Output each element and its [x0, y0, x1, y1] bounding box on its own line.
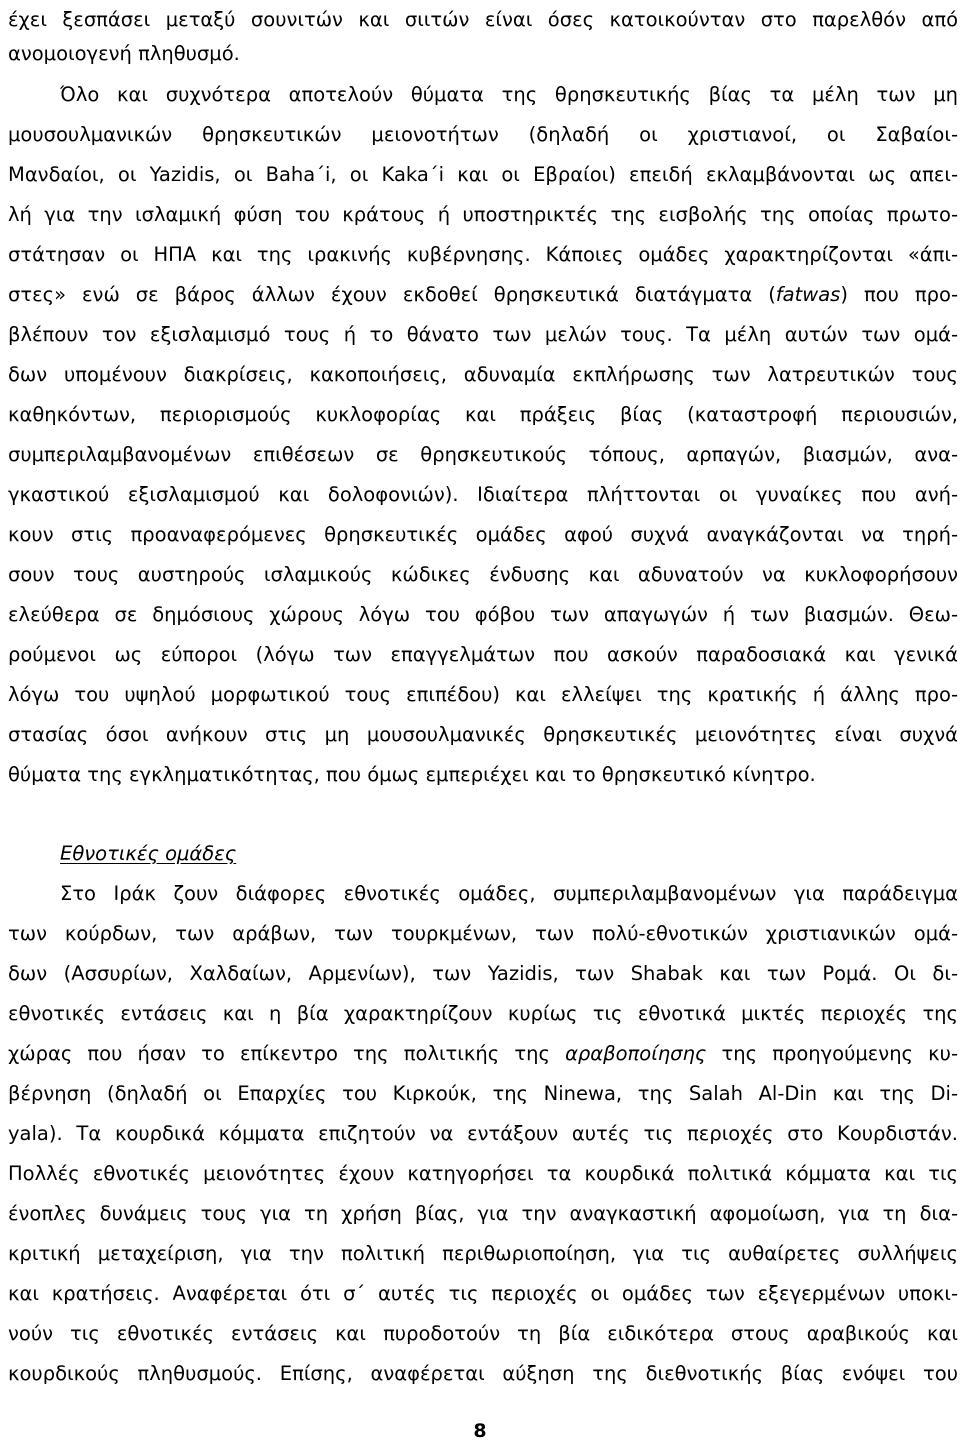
italic-term: αραβοποίησης: [565, 1042, 707, 1065]
text-line: κριτική μεταχείριση, για την πολιτική περιθωριοποίηση, για τις αυθαίρετες συλλήψεις: [8, 1242, 958, 1265]
text-line: έχει ξεσπάσει μεταξύ σουνιτών και σιιτών είναι όσες κατοικούνταν στο παρελθόν από: [8, 8, 958, 31]
text-line: Μανδαίοι, οι Yazidis, οι Baha΄i, οι Kaka΄i και οι Εβραίοι) επειδή εκλαμβάνονται ως απει-: [8, 163, 958, 186]
text-line: δων υπομένουν διακρίσεις, κακοποιήσεις, αδυναμία εκπλήρωσης των λατρευτικών τους: [8, 363, 958, 386]
text-line: yala). Τα κουρδικά κόμματα επιζητούν να εντάξουν αυτές τις περιοχές στο Κουρδιστάν.: [8, 1122, 958, 1145]
text-line: λή για την ισλαμική φύση του κράτους ή υποστηρικτές της εισβολής της οποίας πρωτο-: [8, 203, 958, 226]
text-line: κουρδικούς πληθυσμούς. Επίσης, αναφέρεται αύξηση της διεθνοτικής βίας ενόψει του: [8, 1362, 958, 1385]
text-line: [8, 275, 958, 315]
text-line: βλέπουν τον εξισλαμισμό τους ή το θάνατο των μελών τους. Τα μέλη αυτών των ομά-: [8, 323, 958, 346]
text-line: νούν τις εθνοτικές εντάσεις και πυροδοτούν τη βία ειδικότερα στους αραβικούς και: [8, 1322, 958, 1345]
text-line: ρούμενοι ως εύποροι (λόγω των επαγγελμάτων που ασκούν παραδοσιακά και γενικά: [8, 643, 958, 666]
text-segment: χώρας που ήσαν το επίκεντρο της πολιτικής της: [8, 1042, 566, 1065]
section-heading: Εθνοτικές ομάδες: [60, 842, 237, 865]
text-line: ανομοιογενή πληθυσμό.: [8, 42, 240, 65]
text-line: σουν τους αυστηρούς ισλαμικούς κώδικες ένδυσης και αδυνατούν να κυκλοφορήσουν: [8, 563, 958, 586]
text-line: ένοπλες δυνάμεις τους για τη χρήση βίας, για την αναγκαστική αφομοίωση, για τη δια-: [8, 1202, 958, 1225]
text-line: στασίας όσοι ανήκουν στις μη μουσουλμανικές θρησκευτικές μειονότητες είναι συχνά: [8, 723, 958, 746]
text-line: καθηκόντων, περιορισμούς κυκλοφορίας και πράξεις βίας (καταστροφή περιουσιών,: [8, 403, 958, 426]
page-number: 8: [473, 1420, 487, 1442]
text-segment: ) που προ-: [840, 283, 958, 306]
text-line: συμπεριλαμβανομένων επιθέσεων σε θρησκευτικούς τόπους, αρπαγών, βιασμών, ανα-: [8, 443, 958, 466]
text-line: γκαστικού εξισλαμισμού και δολοφονιών). Ιδιαίτερα πλήττονται οι γυναίκες που ανή-: [8, 483, 958, 506]
text-line: και κρατήσεις. Αναφέρεται ότι σ΄ αυτές τις περιοχές οι ομάδες των εξεγερμένων υποκι-: [8, 1282, 958, 1305]
italic-term: fatwas: [775, 283, 841, 306]
text-line: Όλο και συχνότερα αποτελούν θύματα της θρησκευτικής βίας τα μέλη των μη: [60, 83, 958, 106]
text-line: [8, 1034, 958, 1074]
text-line: Πολλές εθνοτικές μειονότητες έχουν κατηγορήσει τα κουρδικά πολιτικά κόμματα και τις: [8, 1162, 958, 1185]
text-line: βέρνηση (δηλαδή οι Επαρχίες του Κιρκούκ, της Ninewa, της Salah Al-Din και της Di-: [8, 1082, 958, 1105]
text-line: Στο Ιράκ ζουν διάφορες εθνοτικές ομάδες, συμπεριλαμβανομένων για παράδειγμα: [60, 882, 958, 905]
text-line: μουσουλμανικών θρησκευτικών μειονοτήτων (δηλαδή οι χριστιανοί, οι Σαβαίοι-: [8, 123, 958, 146]
text-line: ελεύθερα σε δημόσιους χώρους λόγω του φόβου των απαγωγών ή των βιασμών. Θεω-: [8, 603, 958, 626]
text-line: θύματα της εγκληματικότητας, που όμως εμπεριέχει και το θρησκευτικό κίνητρο.: [8, 763, 816, 786]
text-line: εθνοτικές εντάσεις και η βία χαρακτηρίζουν κυρίως τις εθνοτικά μικτές περιοχές της: [8, 1002, 958, 1025]
text-segment: στες» ενώ σε βάρος άλλων έχουν εκδοθεί θρησκευτικά διατάγματα (: [8, 283, 776, 306]
text-line: κουν στις προαναφερόμενες θρησκευτικές ομάδες αφού συχνά αναγκάζονται να τηρή-: [8, 523, 958, 546]
text-segment: της προηγούμενης κυ-: [706, 1042, 958, 1065]
text-line: των κούρδων, των αράβων, των τουρκμένων, των πολύ-εθνοτικών χριστιανικών ομά-: [8, 922, 958, 945]
text-line: λόγω του υψηλού μορφωτικού τους επιπέδου) και ελλείψει της κρατικής ή άλλης προ-: [8, 683, 958, 706]
text-line: στάτησαν οι ΗΠΑ και της ιρακινής κυβέρνησης. Κάποιες ομάδες χαρακτηρίζονται «άπι-: [8, 243, 958, 266]
text-line: δων (Ασσυρίων, Χαλδαίων, Αρμενίων), των Yazidis, των Shabak και των Ρομά. Οι δι-: [8, 962, 958, 985]
